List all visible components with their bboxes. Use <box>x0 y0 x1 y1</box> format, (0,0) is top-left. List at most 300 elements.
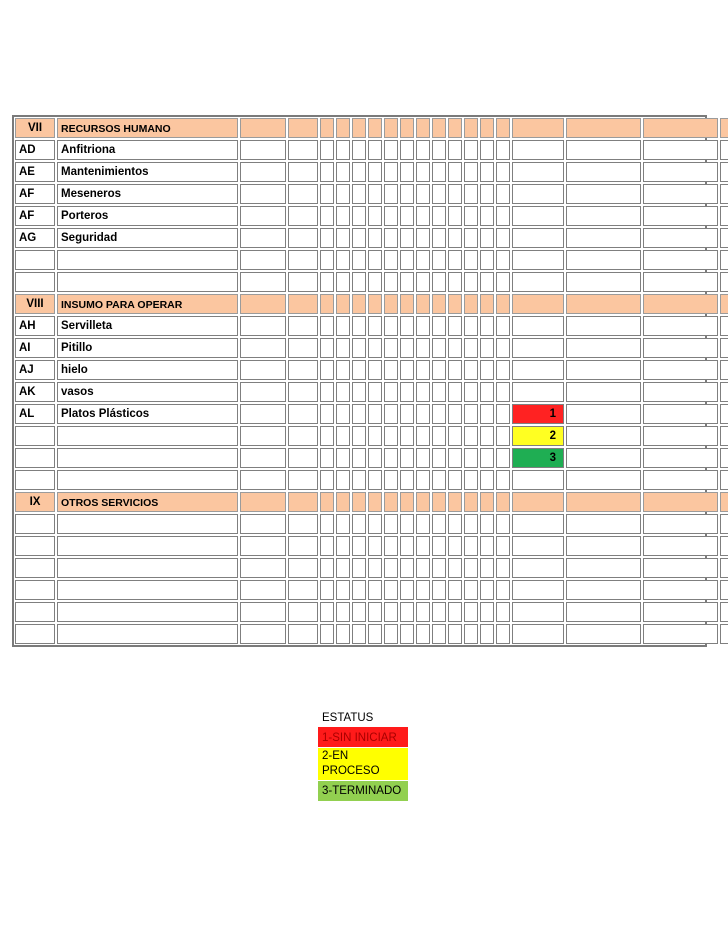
empty-cell <box>464 338 478 358</box>
empty-cell <box>384 360 398 380</box>
empty-cell <box>720 426 728 446</box>
empty-cell <box>512 382 564 402</box>
header-cell <box>416 294 430 314</box>
empty-cell <box>336 140 350 160</box>
empty-cell <box>352 382 366 402</box>
empty-cell <box>416 382 430 402</box>
header-cell <box>496 118 510 138</box>
empty-cell <box>288 558 318 578</box>
empty-cell <box>566 536 641 556</box>
empty-cell <box>464 448 478 468</box>
empty-cell <box>566 470 641 490</box>
empty-cell <box>720 448 728 468</box>
row-label: Meseneros <box>57 184 238 204</box>
empty-cell <box>336 228 350 248</box>
header-cell <box>368 492 382 512</box>
empty-cell <box>384 382 398 402</box>
empty-cell <box>384 272 398 292</box>
empty-cell <box>720 162 728 182</box>
header-cell <box>566 118 641 138</box>
empty-cell <box>448 184 462 204</box>
empty-cell <box>448 316 462 336</box>
empty-cell <box>352 360 366 380</box>
empty-cell <box>400 162 414 182</box>
section-header-row <box>15 294 704 314</box>
empty-cell <box>432 206 446 226</box>
row-label: Pitillo <box>57 338 238 358</box>
empty-cell <box>320 272 334 292</box>
empty-cell <box>643 206 718 226</box>
empty-cell <box>240 162 286 182</box>
empty-cell <box>566 272 641 292</box>
table-row <box>15 624 704 644</box>
empty-cell <box>480 580 494 600</box>
empty-cell <box>432 404 446 424</box>
empty-cell <box>384 404 398 424</box>
empty-cell <box>352 404 366 424</box>
row-label <box>57 470 238 490</box>
empty-cell <box>320 558 334 578</box>
empty-cell <box>240 206 286 226</box>
empty-cell <box>384 338 398 358</box>
empty-cell <box>384 426 398 446</box>
empty-cell <box>643 272 718 292</box>
empty-cell <box>448 536 462 556</box>
empty-cell <box>352 206 366 226</box>
header-cell <box>432 492 446 512</box>
empty-cell <box>288 272 318 292</box>
empty-cell <box>336 624 350 644</box>
empty-cell <box>384 250 398 270</box>
empty-cell <box>288 580 318 600</box>
header-cell <box>432 294 446 314</box>
empty-cell <box>384 228 398 248</box>
empty-cell <box>416 624 430 644</box>
schedule-table <box>12 115 707 647</box>
empty-cell <box>352 184 366 204</box>
header-cell <box>320 118 334 138</box>
empty-cell <box>352 140 366 160</box>
empty-cell <box>240 338 286 358</box>
empty-cell <box>400 228 414 248</box>
header-cell <box>384 118 398 138</box>
empty-cell <box>480 536 494 556</box>
empty-cell <box>496 140 510 160</box>
empty-cell <box>336 426 350 446</box>
empty-cell <box>384 140 398 160</box>
empty-cell <box>320 404 334 424</box>
empty-cell <box>720 404 728 424</box>
row-label <box>57 272 238 292</box>
row-code: AE <box>15 162 55 182</box>
empty-cell <box>643 184 718 204</box>
empty-cell <box>496 470 510 490</box>
empty-cell <box>400 448 414 468</box>
empty-cell <box>416 162 430 182</box>
empty-cell <box>400 426 414 446</box>
empty-cell <box>288 602 318 622</box>
empty-cell <box>368 206 382 226</box>
empty-cell <box>400 514 414 534</box>
empty-cell <box>448 514 462 534</box>
section-code: VII <box>15 118 55 138</box>
row-code: AF <box>15 206 55 226</box>
empty-cell <box>480 360 494 380</box>
header-cell <box>336 118 350 138</box>
empty-cell <box>352 470 366 490</box>
empty-cell <box>464 184 478 204</box>
table-row <box>15 360 704 380</box>
header-cell <box>512 492 564 512</box>
empty-cell <box>448 360 462 380</box>
empty-cell <box>464 250 478 270</box>
header-cell <box>643 294 718 314</box>
empty-cell <box>720 580 728 600</box>
empty-cell <box>720 624 728 644</box>
empty-cell <box>464 382 478 402</box>
empty-cell <box>432 580 446 600</box>
empty-cell <box>448 140 462 160</box>
empty-cell <box>352 272 366 292</box>
empty-cell <box>288 448 318 468</box>
header-cell <box>368 118 382 138</box>
header-cell <box>432 118 446 138</box>
empty-cell <box>496 448 510 468</box>
empty-cell <box>480 448 494 468</box>
table-row <box>15 514 704 534</box>
header-cell <box>288 294 318 314</box>
table-row <box>15 228 704 248</box>
empty-cell <box>432 602 446 622</box>
row-label <box>57 448 238 468</box>
empty-cell <box>464 316 478 336</box>
empty-cell <box>480 272 494 292</box>
empty-cell <box>352 426 366 446</box>
empty-cell <box>400 272 414 292</box>
empty-cell <box>496 558 510 578</box>
empty-cell <box>432 140 446 160</box>
empty-cell <box>464 162 478 182</box>
empty-cell <box>566 338 641 358</box>
empty-cell <box>496 536 510 556</box>
empty-cell <box>320 228 334 248</box>
header-cell <box>288 118 318 138</box>
empty-cell <box>566 382 641 402</box>
row-code: AG <box>15 228 55 248</box>
empty-cell <box>566 228 641 248</box>
empty-cell <box>368 184 382 204</box>
empty-cell <box>512 140 564 160</box>
status-legend <box>318 710 408 802</box>
row-code <box>15 624 55 644</box>
empty-cell <box>320 184 334 204</box>
empty-cell <box>643 514 718 534</box>
empty-cell <box>240 514 286 534</box>
header-cell <box>336 492 350 512</box>
empty-cell <box>320 580 334 600</box>
section-title: INSUMO PARA OPERAR <box>57 294 238 314</box>
header-cell <box>352 118 366 138</box>
empty-cell <box>384 602 398 622</box>
empty-cell <box>464 272 478 292</box>
empty-cell <box>416 580 430 600</box>
section-header-row <box>15 492 704 512</box>
row-label <box>57 426 238 446</box>
empty-cell <box>336 316 350 336</box>
empty-cell <box>720 360 728 380</box>
empty-cell <box>432 426 446 446</box>
row-label <box>57 624 238 644</box>
empty-cell <box>566 514 641 534</box>
table-row <box>15 602 704 622</box>
table-row <box>15 272 704 292</box>
empty-cell <box>566 602 641 622</box>
row-code: AK <box>15 382 55 402</box>
empty-cell <box>480 140 494 160</box>
empty-cell <box>400 250 414 270</box>
header-cell <box>384 492 398 512</box>
empty-cell <box>432 316 446 336</box>
empty-cell <box>416 338 430 358</box>
empty-cell <box>566 184 641 204</box>
empty-cell <box>384 558 398 578</box>
empty-cell <box>480 228 494 248</box>
section-code: VIII <box>15 294 55 314</box>
header-cell <box>352 294 366 314</box>
row-label <box>57 536 238 556</box>
header-cell <box>464 118 478 138</box>
empty-cell <box>720 250 728 270</box>
empty-cell <box>566 360 641 380</box>
legend-item-sin-iniciar: 1-SIN INICIAR <box>318 727 408 748</box>
header-cell <box>448 118 462 138</box>
empty-cell <box>240 558 286 578</box>
empty-cell <box>720 514 728 534</box>
row-label <box>57 580 238 600</box>
empty-cell <box>336 272 350 292</box>
empty-cell <box>480 184 494 204</box>
empty-cell <box>512 624 564 644</box>
empty-cell <box>416 272 430 292</box>
empty-cell <box>496 382 510 402</box>
empty-cell <box>643 250 718 270</box>
empty-cell <box>240 404 286 424</box>
empty-cell <box>416 514 430 534</box>
empty-cell <box>368 426 382 446</box>
table-row <box>15 250 704 270</box>
empty-cell <box>464 404 478 424</box>
empty-cell <box>288 206 318 226</box>
empty-cell <box>432 228 446 248</box>
table-row <box>15 140 704 160</box>
empty-cell <box>240 602 286 622</box>
empty-cell <box>400 624 414 644</box>
empty-cell <box>512 206 564 226</box>
empty-cell <box>643 624 718 644</box>
empty-cell <box>384 470 398 490</box>
empty-cell <box>336 448 350 468</box>
table-row <box>15 382 704 402</box>
empty-cell <box>720 338 728 358</box>
empty-cell <box>368 580 382 600</box>
empty-cell <box>288 426 318 446</box>
empty-cell <box>400 382 414 402</box>
row-label <box>57 250 238 270</box>
table-row <box>15 404 704 424</box>
empty-cell <box>320 140 334 160</box>
header-cell <box>448 294 462 314</box>
empty-cell <box>416 316 430 336</box>
row-label: hielo <box>57 360 238 380</box>
empty-cell <box>448 206 462 226</box>
table-row <box>15 558 704 578</box>
empty-cell <box>448 250 462 270</box>
header-cell <box>480 118 494 138</box>
empty-cell <box>336 470 350 490</box>
empty-cell <box>566 426 641 446</box>
empty-cell <box>336 602 350 622</box>
header-cell <box>288 492 318 512</box>
empty-cell <box>320 448 334 468</box>
empty-cell <box>512 228 564 248</box>
empty-cell <box>416 426 430 446</box>
empty-cell <box>448 558 462 578</box>
empty-cell <box>368 316 382 336</box>
empty-cell <box>320 206 334 226</box>
empty-cell <box>416 184 430 204</box>
empty-cell <box>464 624 478 644</box>
header-cell <box>320 492 334 512</box>
empty-cell <box>496 404 510 424</box>
header-cell <box>480 294 494 314</box>
empty-cell <box>432 558 446 578</box>
empty-cell <box>448 228 462 248</box>
empty-cell <box>566 448 641 468</box>
empty-cell <box>384 206 398 226</box>
empty-cell <box>432 162 446 182</box>
empty-cell <box>400 360 414 380</box>
empty-cell <box>496 250 510 270</box>
empty-cell <box>368 162 382 182</box>
empty-cell <box>352 162 366 182</box>
empty-cell <box>643 426 718 446</box>
empty-cell <box>643 470 718 490</box>
empty-cell <box>464 470 478 490</box>
empty-cell <box>368 382 382 402</box>
empty-cell <box>464 140 478 160</box>
header-cell <box>496 492 510 512</box>
header-cell <box>643 492 718 512</box>
empty-cell <box>496 580 510 600</box>
empty-cell <box>720 184 728 204</box>
empty-cell <box>566 580 641 600</box>
table-row <box>15 448 704 468</box>
empty-cell <box>368 228 382 248</box>
empty-cell <box>432 470 446 490</box>
empty-cell <box>432 448 446 468</box>
empty-cell <box>288 470 318 490</box>
empty-cell <box>432 338 446 358</box>
status-cell: 2 <box>512 426 564 446</box>
empty-cell <box>320 602 334 622</box>
empty-cell <box>480 206 494 226</box>
table-row <box>15 206 704 226</box>
empty-cell <box>512 470 564 490</box>
empty-cell <box>320 426 334 446</box>
header-cell <box>720 294 728 314</box>
empty-cell <box>512 360 564 380</box>
empty-cell <box>448 338 462 358</box>
empty-cell <box>240 184 286 204</box>
empty-cell <box>496 360 510 380</box>
header-cell <box>240 492 286 512</box>
empty-cell <box>643 140 718 160</box>
empty-cell <box>288 404 318 424</box>
row-code: AL <box>15 404 55 424</box>
row-label: Servilleta <box>57 316 238 336</box>
empty-cell <box>240 316 286 336</box>
empty-cell <box>720 228 728 248</box>
row-label: vasos <box>57 382 238 402</box>
legend-item-terminado: 3-TERMINADO <box>318 781 408 802</box>
row-label: Seguridad <box>57 228 238 248</box>
empty-cell <box>336 558 350 578</box>
empty-cell <box>336 536 350 556</box>
empty-cell <box>448 470 462 490</box>
empty-cell <box>432 536 446 556</box>
empty-cell <box>400 602 414 622</box>
empty-cell <box>643 382 718 402</box>
empty-cell <box>400 316 414 336</box>
empty-cell <box>416 448 430 468</box>
empty-cell <box>368 360 382 380</box>
empty-cell <box>368 602 382 622</box>
empty-cell <box>496 316 510 336</box>
header-cell <box>512 294 564 314</box>
empty-cell <box>336 404 350 424</box>
empty-cell <box>512 514 564 534</box>
header-cell <box>448 492 462 512</box>
empty-cell <box>384 448 398 468</box>
empty-cell <box>240 382 286 402</box>
empty-cell <box>432 514 446 534</box>
empty-cell <box>352 338 366 358</box>
empty-cell <box>352 448 366 468</box>
empty-cell <box>240 360 286 380</box>
empty-cell <box>720 140 728 160</box>
empty-cell <box>464 228 478 248</box>
empty-cell <box>512 250 564 270</box>
empty-cell <box>384 514 398 534</box>
empty-cell <box>643 536 718 556</box>
empty-cell <box>643 162 718 182</box>
table-row <box>15 580 704 600</box>
empty-cell <box>320 162 334 182</box>
empty-cell <box>400 470 414 490</box>
empty-cell <box>512 184 564 204</box>
row-code: AH <box>15 316 55 336</box>
empty-cell <box>464 580 478 600</box>
empty-cell <box>480 470 494 490</box>
empty-cell <box>496 338 510 358</box>
empty-cell <box>240 470 286 490</box>
empty-cell <box>368 404 382 424</box>
empty-cell <box>368 470 382 490</box>
empty-cell <box>352 228 366 248</box>
empty-cell <box>448 382 462 402</box>
row-label <box>57 602 238 622</box>
row-code: AD <box>15 140 55 160</box>
